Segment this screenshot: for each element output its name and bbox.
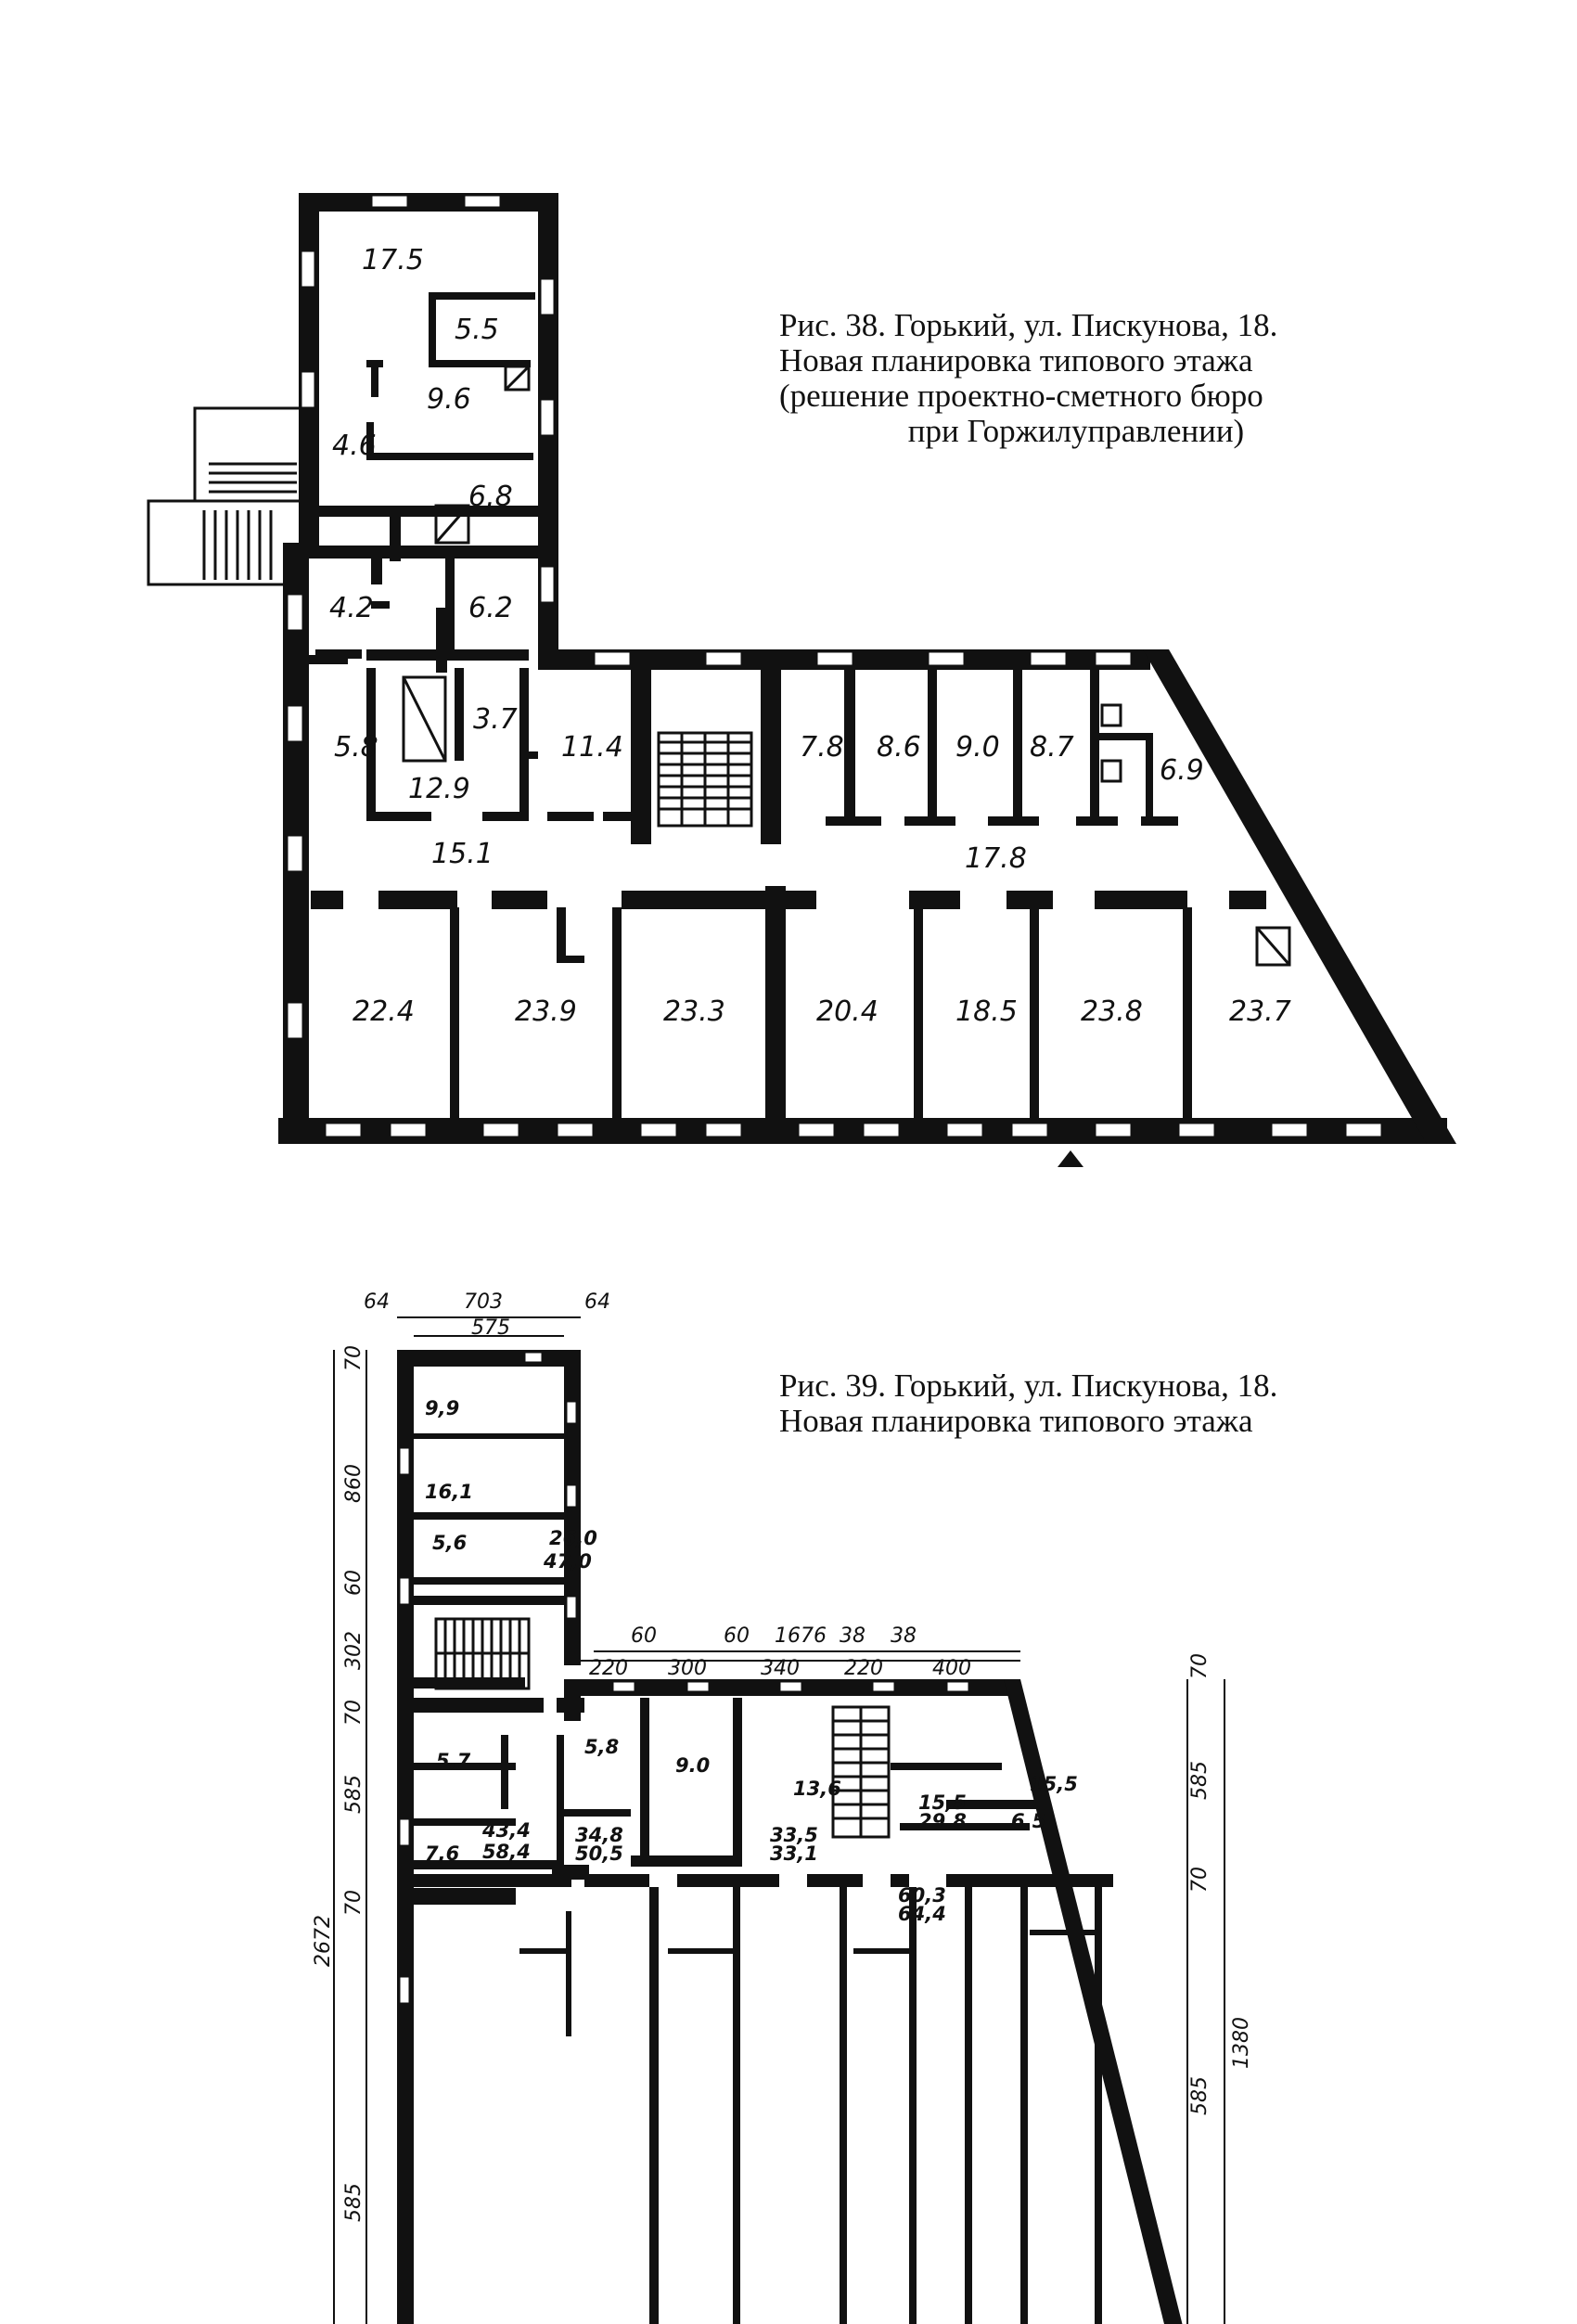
fig39-room-label: 60,3 — [898, 1884, 946, 1907]
fig38-room-label: 8.6 — [877, 731, 921, 764]
fig38-room-label: 5.8 — [334, 731, 378, 764]
fig39-room-label: 47,0 — [544, 1550, 592, 1573]
fig38-room-label: 7.8 — [800, 731, 844, 764]
fig38-room-label: 9.0 — [955, 731, 1000, 764]
fig39-room-label: 15,5 — [1030, 1773, 1078, 1795]
fig38-room-label: 8.7 — [1030, 731, 1074, 764]
fig38-caption-line: при Горжилуправлении) — [907, 413, 1245, 449]
fig39-dim-label: 300 — [668, 1657, 707, 1680]
fig39-room-label: 33,5 — [770, 1824, 818, 1846]
fig39-room-label: 5,8 — [584, 1736, 620, 1758]
fig39-dim-label: 302 — [342, 1631, 365, 1670]
fig39-dim-label: 575 — [471, 1316, 510, 1340]
fig39-room-label: 7,6 — [425, 1843, 460, 1865]
fig38-room-label: 22.4 — [353, 995, 415, 1028]
fig38-room-label: 5.5 — [455, 314, 499, 346]
fig39-dim-label: 220 — [589, 1657, 628, 1680]
fig39-room-label: 29,8 — [918, 1810, 967, 1832]
fig39-dim-label: 64 — [364, 1290, 390, 1314]
fig39-room-label: 15,5 — [918, 1791, 967, 1814]
fig38-room-label: 17.8 — [965, 842, 1027, 875]
fig38-room-label: 12.9 — [408, 773, 470, 805]
fig38-room-label: 18.5 — [955, 995, 1018, 1028]
fig39-dim-label: 340 — [761, 1657, 800, 1680]
fig39-room-label: 9.0 — [675, 1754, 711, 1777]
fig39-room-label: 58,4 — [482, 1841, 531, 1863]
fig39-dim-label: 60 — [631, 1624, 657, 1648]
fig39-dim-label: 1380 — [1230, 2017, 1253, 2069]
fig39-room-label: 34,8 — [575, 1824, 623, 1846]
fig39-dim-label: 38 — [891, 1624, 917, 1648]
fig38-room-label: 6.8 — [468, 481, 513, 513]
fig39-dim-label: 38 — [840, 1624, 865, 1648]
fig39-dim-label: 2672 — [312, 1915, 335, 1967]
fig39-dim-label: 585 — [342, 1775, 365, 1814]
fig38-room-label: 23.8 — [1081, 995, 1143, 1028]
fig39-dim-label: 64 — [584, 1290, 610, 1314]
fig39-dim-label: 70 — [342, 1890, 365, 1916]
fig39-dim-label: 1676 — [775, 1624, 827, 1648]
fig38-room-label: 17.5 — [362, 244, 424, 276]
fig39-dim-label: 585 — [1188, 2076, 1212, 2115]
fig38-room-label: 3.7 — [473, 703, 518, 736]
fig38-caption — [779, 308, 1373, 449]
fig39-room-label: 26,0 — [549, 1527, 597, 1549]
fig38-caption-line: (решение проектно-сметного бюро — [779, 378, 1263, 414]
fig39-room-label: 5,6 — [432, 1532, 468, 1554]
fig39-dim-label: 860 — [342, 1464, 365, 1503]
fig39-dim-label: 585 — [342, 2183, 365, 2222]
fig38-room-label: 11.4 — [561, 731, 623, 764]
fig39-dim-label: 70 — [1188, 1867, 1212, 1893]
fig39-room-label: 43,4 — [482, 1819, 531, 1842]
fig38-room-label: 15.1 — [431, 838, 494, 870]
fig39-dim-label: 60 — [342, 1570, 365, 1596]
fig39-room-label: 16,1 — [425, 1481, 473, 1503]
fig39-room-label: 9,9 — [425, 1397, 460, 1419]
fig38-room-label: 23.7 — [1229, 995, 1291, 1028]
fig38-caption-line: Рис. 38. Горький, ул. Пискунова, 18. — [779, 307, 1278, 343]
fig38-room-label: 4.2 — [329, 592, 374, 624]
fig39-caption-line: Рис. 39. Горький, ул. Пискунова, 18. — [779, 1367, 1278, 1404]
fig38-room-label: 20.4 — [816, 995, 878, 1028]
fig39-dim-label: 220 — [844, 1657, 883, 1680]
fig38-room-label: 6.2 — [468, 592, 513, 624]
fig39-dim-label: 400 — [932, 1657, 971, 1680]
fig38-room-label: 6.9 — [1160, 754, 1204, 787]
fig39-plan — [312, 1290, 1253, 2324]
fig39-dim-label: 70 — [1188, 1653, 1212, 1679]
fig38-room-label: 4.6 — [332, 430, 377, 462]
fig38-room-label: 23.9 — [515, 995, 577, 1028]
fig39-dim-label: 70 — [342, 1345, 365, 1371]
fig39-dim-label: 60 — [724, 1624, 750, 1648]
fig38-caption-line: Новая планировка типового этажа — [779, 342, 1253, 379]
fig39-room-label: 50,5 — [575, 1843, 623, 1865]
fig39-room-label: 64,4 — [898, 1903, 946, 1925]
fig39-room-label: 33,1 — [770, 1843, 818, 1865]
fig39-room-label: 13,6 — [793, 1778, 841, 1800]
fig39-room-label: 5,7 — [436, 1750, 471, 1772]
fig39-caption-line: Новая планировка типового этажа — [779, 1403, 1253, 1439]
fig39-dim-label: 585 — [1188, 1761, 1212, 1800]
fig39-dim-label: 70 — [342, 1700, 365, 1726]
fig39-dim-label: 703 — [464, 1290, 503, 1314]
fig38-room-label: 9.6 — [427, 383, 471, 416]
fig39-caption — [779, 1368, 1373, 1439]
fig38-room-label: 23.3 — [663, 995, 725, 1028]
fig39-room-label: 6,5 — [1011, 1810, 1046, 1832]
